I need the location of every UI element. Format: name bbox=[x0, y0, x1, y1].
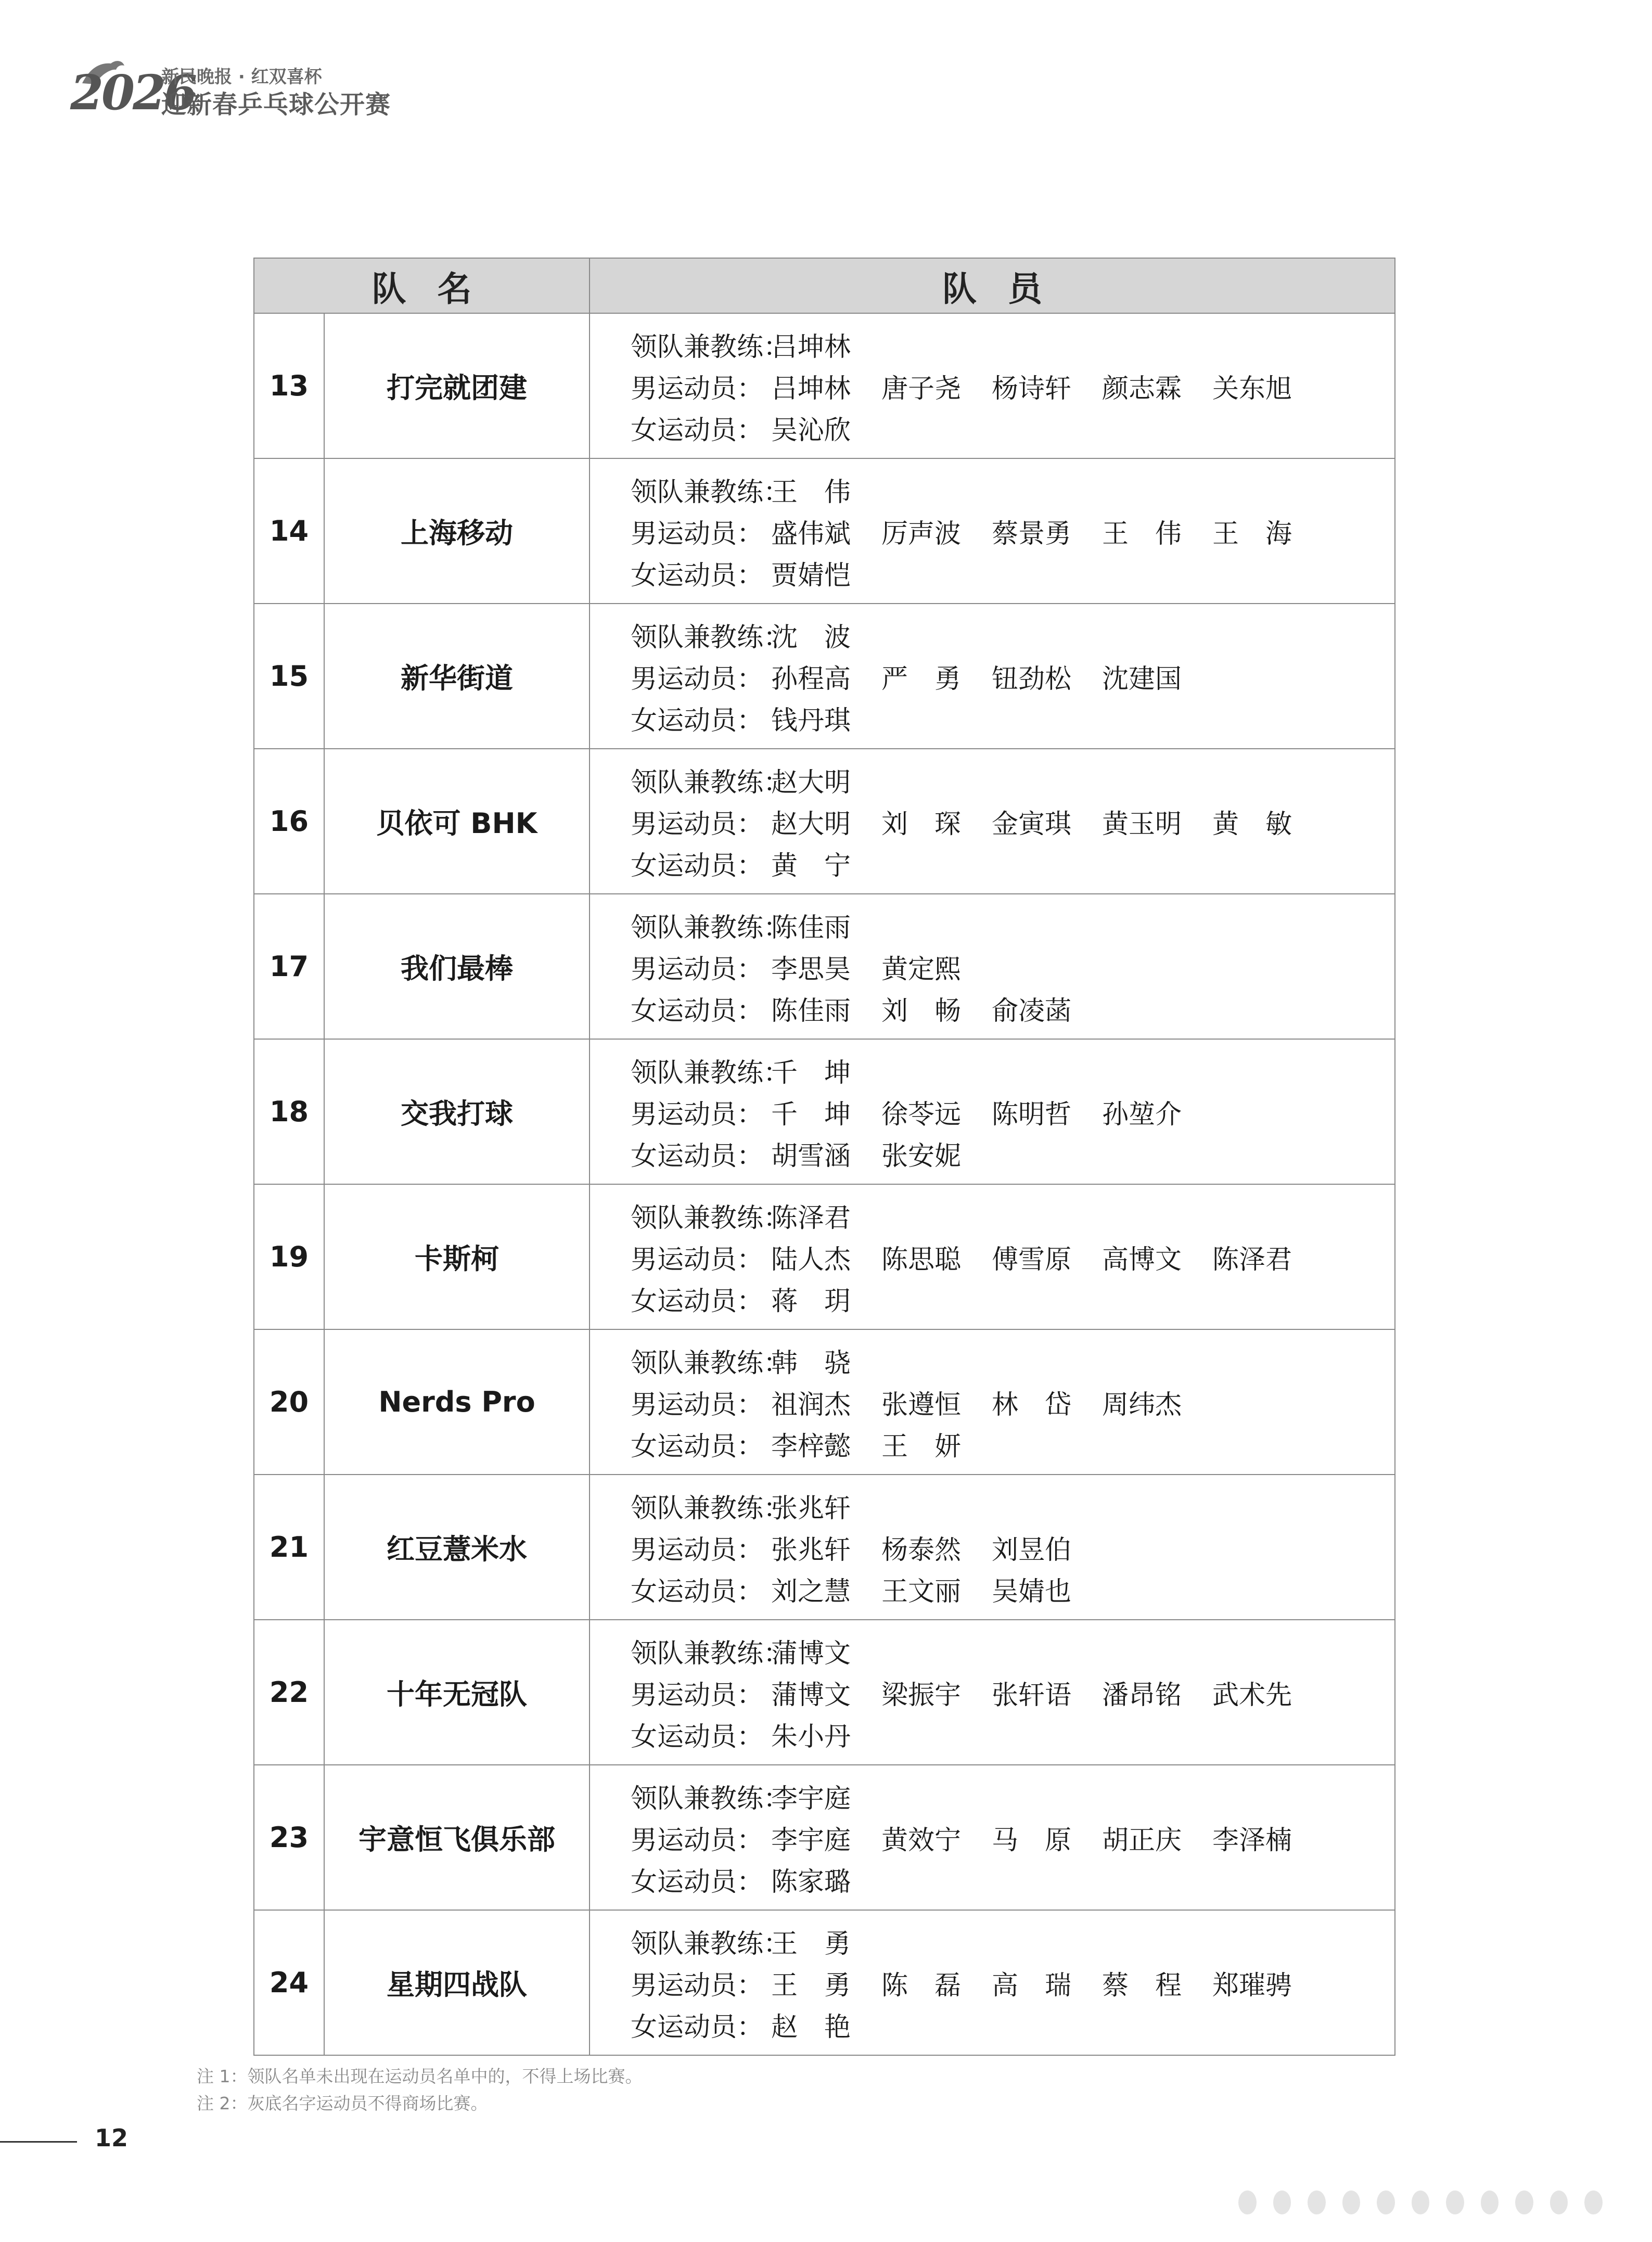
player-name: 杨泰然 bbox=[881, 1534, 962, 1566]
footnote-1: 注 1：领队名单未出现在运动员名单中的，不得上场比赛。 bbox=[197, 2066, 643, 2086]
player-name: 蒋 玥 bbox=[771, 1286, 851, 1317]
table-row bbox=[254, 1039, 1395, 1184]
male-label: 男运动员： bbox=[631, 1825, 764, 1856]
player-name: 陈思聪 bbox=[881, 1244, 962, 1275]
female-line bbox=[631, 1568, 1394, 1610]
player-name: 李思昊 bbox=[771, 954, 851, 985]
player-name: 盛伟斌 bbox=[771, 518, 851, 549]
female-label: 女运动员： bbox=[631, 1141, 764, 1172]
male-line bbox=[631, 1091, 1394, 1133]
player-name: 陆人杰 bbox=[771, 1244, 851, 1275]
player-name: 王 勇 bbox=[771, 1928, 851, 1959]
player-name: 潘昂铭 bbox=[1102, 1680, 1182, 1711]
male-line bbox=[631, 365, 1394, 407]
roster-table bbox=[253, 258, 1395, 2056]
player-name: 韩 骁 bbox=[771, 1348, 851, 1379]
player-name: 张遵恒 bbox=[881, 1389, 962, 1420]
team-number: 22 bbox=[254, 1620, 324, 1765]
player-name: 黄定熙 bbox=[881, 954, 962, 985]
table-row bbox=[254, 749, 1395, 894]
team-name: 红豆薏米水 bbox=[324, 1475, 590, 1620]
player-name: 李宇庭 bbox=[771, 1825, 851, 1856]
female-label: 女运动员： bbox=[631, 705, 764, 736]
team-members bbox=[590, 894, 1395, 1039]
team-number: 21 bbox=[254, 1475, 324, 1620]
footnotes bbox=[197, 2063, 643, 2117]
female-label: 女运动员： bbox=[631, 995, 764, 1027]
player-name: 王 伟 bbox=[771, 477, 851, 508]
team-members bbox=[590, 1765, 1395, 1910]
male-line bbox=[631, 1672, 1394, 1713]
team-number: 19 bbox=[254, 1184, 324, 1329]
player-name: 林 岱 bbox=[992, 1389, 1072, 1420]
player-name: 孙程高 bbox=[771, 663, 851, 695]
female-line bbox=[631, 1278, 1394, 1319]
female-line bbox=[631, 2004, 1394, 2045]
female-line bbox=[631, 988, 1394, 1029]
team-name: 十年无冠队 bbox=[324, 1620, 590, 1765]
team-members bbox=[590, 313, 1395, 458]
player-name: 蒲博文 bbox=[771, 1680, 851, 1711]
female-line bbox=[631, 407, 1394, 449]
team-members bbox=[590, 1329, 1395, 1475]
table-row bbox=[254, 894, 1395, 1039]
player-name: 胡正庆 bbox=[1102, 1825, 1182, 1856]
team-number: 20 bbox=[254, 1329, 324, 1475]
table-row bbox=[254, 313, 1395, 458]
player-name: 高博文 bbox=[1102, 1244, 1182, 1275]
male-label: 男运动员： bbox=[631, 663, 764, 695]
coach-label: 领队兼教练： bbox=[631, 767, 790, 798]
coach-line bbox=[631, 904, 1394, 946]
player-name: 张兆轩 bbox=[771, 1534, 851, 1566]
coach-line bbox=[631, 1920, 1394, 1962]
player-name: 王 海 bbox=[1212, 518, 1292, 549]
player-name: 刘之慧 bbox=[771, 1576, 851, 1607]
player-name: 孙堃介 bbox=[1102, 1099, 1182, 1130]
team-members bbox=[590, 1475, 1395, 1620]
female-label: 女运动员： bbox=[631, 560, 764, 591]
table-header-row bbox=[254, 258, 1395, 313]
player-name: 黄 敏 bbox=[1212, 809, 1292, 840]
table-row bbox=[254, 458, 1395, 604]
player-name: 傅雪原 bbox=[992, 1244, 1072, 1275]
team-members bbox=[590, 458, 1395, 604]
player-name: 沈 波 bbox=[771, 622, 851, 653]
male-line bbox=[631, 1236, 1394, 1278]
coach-label: 领队兼教练： bbox=[631, 1638, 790, 1669]
player-name: 蔡景勇 bbox=[992, 518, 1072, 549]
player-name: 蔡 程 bbox=[1102, 1970, 1182, 2001]
logo-title: 迎新春乒乓球公开赛 bbox=[161, 90, 391, 119]
coach-label: 领队兼教练： bbox=[631, 1783, 790, 1814]
female-label: 女运动员： bbox=[631, 1431, 764, 1462]
coach-line bbox=[631, 469, 1394, 510]
male-label: 男运动员： bbox=[631, 809, 764, 840]
coach-label: 领队兼教练： bbox=[631, 1493, 790, 1524]
female-label: 女运动员： bbox=[631, 2012, 764, 2043]
player-name: 杨诗轩 bbox=[992, 373, 1072, 404]
team-members bbox=[590, 1184, 1395, 1329]
coach-line bbox=[631, 759, 1394, 801]
coach-line bbox=[631, 1775, 1394, 1817]
team-number: 24 bbox=[254, 1910, 324, 2055]
male-line bbox=[631, 801, 1394, 842]
coach-line bbox=[631, 1485, 1394, 1527]
page-number: 12 bbox=[95, 2124, 129, 2152]
player-name: 徐苓远 bbox=[881, 1099, 962, 1130]
team-number: 15 bbox=[254, 604, 324, 749]
player-name: 陈明哲 bbox=[992, 1099, 1072, 1130]
player-name: 周纬杰 bbox=[1102, 1389, 1182, 1420]
player-name: 严 勇 bbox=[881, 663, 962, 695]
female-label: 女运动员： bbox=[631, 1866, 764, 1898]
male-line bbox=[631, 946, 1394, 988]
female-line bbox=[631, 842, 1394, 884]
female-line bbox=[631, 1423, 1394, 1465]
coach-label: 领队兼教练： bbox=[631, 1202, 790, 1234]
player-name: 张兆轩 bbox=[771, 1493, 851, 1524]
male-label: 男运动员： bbox=[631, 1680, 764, 1711]
watermark-dot bbox=[1342, 2190, 1361, 2214]
player-name: 刘昱伯 bbox=[992, 1534, 1072, 1566]
watermark-dot bbox=[1412, 2190, 1430, 2214]
player-name: 王文丽 bbox=[881, 1576, 962, 1607]
team-name: 交我打球 bbox=[324, 1039, 590, 1184]
player-name: 祖润杰 bbox=[771, 1389, 851, 1420]
player-name: 胡雪涵 bbox=[771, 1141, 851, 1172]
male-label: 男运动员： bbox=[631, 1534, 764, 1566]
watermark-dot bbox=[1238, 2190, 1257, 2214]
player-name: 颜志霖 bbox=[1102, 373, 1182, 404]
table-row bbox=[254, 1910, 1395, 2055]
player-name: 吴婧也 bbox=[992, 1576, 1072, 1607]
coach-line bbox=[631, 1340, 1394, 1381]
column-header-team: 队名 bbox=[254, 258, 590, 313]
watermark-dot bbox=[1446, 2190, 1464, 2214]
player-name: 俞凌菡 bbox=[992, 995, 1072, 1027]
table-row bbox=[254, 604, 1395, 749]
team-members bbox=[590, 1910, 1395, 2055]
coach-label: 领队兼教练： bbox=[631, 1928, 790, 1959]
coach-line bbox=[631, 324, 1394, 365]
table-row bbox=[254, 1620, 1395, 1765]
watermark-dots bbox=[1238, 2188, 1603, 2217]
player-name: 马 原 bbox=[992, 1825, 1072, 1856]
player-name: 吴沁欣 bbox=[771, 415, 851, 446]
player-name: 张安妮 bbox=[881, 1141, 962, 1172]
logo-subtitle: 新民晚报 · 红双喜杯 bbox=[161, 67, 322, 87]
male-label: 男运动员： bbox=[631, 373, 764, 404]
player-name: 赵大明 bbox=[771, 767, 851, 798]
player-name: 朱小丹 bbox=[771, 1721, 851, 1752]
team-name: 打完就团建 bbox=[324, 313, 590, 458]
player-name: 沈建国 bbox=[1102, 663, 1182, 695]
table-row bbox=[254, 1184, 1395, 1329]
coach-line bbox=[631, 1630, 1394, 1672]
male-label: 男运动员： bbox=[631, 1099, 764, 1130]
female-label: 女运动员： bbox=[631, 1286, 764, 1317]
team-name: 新华街道 bbox=[324, 604, 590, 749]
player-name: 千 坤 bbox=[771, 1057, 851, 1088]
player-name: 李泽楠 bbox=[1212, 1825, 1292, 1856]
watermark-dot bbox=[1308, 2190, 1326, 2214]
team-name: 卡斯柯 bbox=[324, 1184, 590, 1329]
team-number: 14 bbox=[254, 458, 324, 604]
player-name: 张轩语 bbox=[992, 1680, 1072, 1711]
coach-line bbox=[631, 614, 1394, 656]
player-name: 赵大明 bbox=[771, 809, 851, 840]
team-name: 我们最棒 bbox=[324, 894, 590, 1039]
player-name: 吕坤林 bbox=[771, 331, 851, 363]
male-line bbox=[631, 1962, 1394, 2004]
team-members bbox=[590, 1039, 1395, 1184]
player-name: 关东旭 bbox=[1212, 373, 1292, 404]
player-name: 王 勇 bbox=[771, 1970, 851, 2001]
player-name: 千 坤 bbox=[771, 1099, 851, 1130]
page-rule bbox=[0, 2141, 77, 2143]
coach-label: 领队兼教练： bbox=[631, 1057, 790, 1088]
female-label: 女运动员： bbox=[631, 415, 764, 446]
player-name: 梁振宇 bbox=[881, 1680, 962, 1711]
player-name: 刘 琛 bbox=[881, 809, 962, 840]
female-line bbox=[631, 1859, 1394, 1900]
female-label: 女运动员： bbox=[631, 1721, 764, 1752]
team-name: 星期四战队 bbox=[324, 1910, 590, 2055]
player-name: 陈 磊 bbox=[881, 1970, 962, 2001]
player-name: 武术先 bbox=[1212, 1680, 1292, 1711]
male-label: 男运动员： bbox=[631, 954, 764, 985]
column-header-members: 队员 bbox=[590, 258, 1395, 313]
team-number: 23 bbox=[254, 1765, 324, 1910]
team-members bbox=[590, 1620, 1395, 1765]
watermark-dot bbox=[1515, 2190, 1533, 2214]
team-members bbox=[590, 749, 1395, 894]
table-row bbox=[254, 1475, 1395, 1620]
table-row bbox=[254, 1765, 1395, 1910]
player-name: 钮劲松 bbox=[992, 663, 1072, 695]
table-row bbox=[254, 1329, 1395, 1475]
player-name: 赵 艳 bbox=[771, 2012, 851, 2043]
female-line bbox=[631, 697, 1394, 739]
male-line bbox=[631, 1381, 1394, 1423]
coach-line bbox=[631, 1049, 1394, 1091]
player-name: 金寅琪 bbox=[992, 809, 1072, 840]
female-line bbox=[631, 1713, 1394, 1755]
team-name: 宇意恒飞俱乐部 bbox=[324, 1765, 590, 1910]
watermark-dot bbox=[1377, 2190, 1395, 2214]
coach-label: 领队兼教练： bbox=[631, 331, 790, 363]
female-label: 女运动员： bbox=[631, 1576, 764, 1607]
female-line bbox=[631, 1133, 1394, 1174]
player-name: 陈佳雨 bbox=[771, 995, 851, 1027]
team-name: 上海移动 bbox=[324, 458, 590, 604]
coach-label: 领队兼教练： bbox=[631, 622, 790, 653]
team-number: 17 bbox=[254, 894, 324, 1039]
team-number: 16 bbox=[254, 749, 324, 894]
male-line bbox=[631, 656, 1394, 697]
player-name: 陈泽君 bbox=[1212, 1244, 1292, 1275]
male-line bbox=[631, 1817, 1394, 1859]
team-name: 贝依可 BHK bbox=[324, 749, 590, 894]
watermark-dot bbox=[1481, 2190, 1499, 2214]
coach-label: 领队兼教练： bbox=[631, 477, 790, 508]
player-name: 陈佳雨 bbox=[771, 912, 851, 943]
coach-line bbox=[631, 1195, 1394, 1236]
male-label: 男运动员： bbox=[631, 1389, 764, 1420]
player-name: 厉声波 bbox=[881, 518, 962, 549]
watermark-dot bbox=[1550, 2190, 1568, 2214]
male-label: 男运动员： bbox=[631, 1970, 764, 2001]
male-line bbox=[631, 1527, 1394, 1568]
female-label: 女运动员： bbox=[631, 850, 764, 881]
player-name: 黄效宁 bbox=[881, 1825, 962, 1856]
watermark-dot bbox=[1584, 2190, 1603, 2214]
player-name: 黄 宁 bbox=[771, 850, 851, 881]
logo-year: 2026 bbox=[70, 65, 196, 121]
player-name: 陈家璐 bbox=[771, 1866, 851, 1898]
player-name: 王 妍 bbox=[881, 1431, 962, 1462]
player-name: 吕坤林 bbox=[771, 373, 851, 404]
player-name: 郑璀骋 bbox=[1212, 1970, 1292, 2001]
coach-label: 领队兼教练： bbox=[631, 1348, 790, 1379]
player-name: 高 瑞 bbox=[992, 1970, 1072, 2001]
event-logo bbox=[70, 57, 393, 120]
team-number: 13 bbox=[254, 313, 324, 458]
player-name: 钱丹琪 bbox=[771, 705, 851, 736]
player-name: 唐子尧 bbox=[881, 373, 962, 404]
footnote-2: 注 2：灰底名字运动员不得商场比赛。 bbox=[197, 2093, 488, 2113]
male-label: 男运动员： bbox=[631, 518, 764, 549]
male-line bbox=[631, 510, 1394, 552]
coach-label: 领队兼教练： bbox=[631, 912, 790, 943]
male-label: 男运动员： bbox=[631, 1244, 764, 1275]
watermark-dot bbox=[1273, 2190, 1291, 2214]
player-name: 刘 畅 bbox=[881, 995, 962, 1027]
team-members bbox=[590, 604, 1395, 749]
roster-body bbox=[254, 313, 1395, 2055]
player-name: 王 伟 bbox=[1102, 518, 1182, 549]
player-name: 贾婧恺 bbox=[771, 560, 851, 591]
player-name: 蒲博文 bbox=[771, 1638, 851, 1669]
team-name: Nerds Pro bbox=[324, 1329, 590, 1475]
team-number: 18 bbox=[254, 1039, 324, 1184]
player-name: 陈泽君 bbox=[771, 1202, 851, 1234]
player-name: 黄玉明 bbox=[1102, 809, 1182, 840]
player-name: 李梓懿 bbox=[771, 1431, 851, 1462]
player-name: 李宇庭 bbox=[771, 1783, 851, 1814]
female-line bbox=[631, 552, 1394, 594]
